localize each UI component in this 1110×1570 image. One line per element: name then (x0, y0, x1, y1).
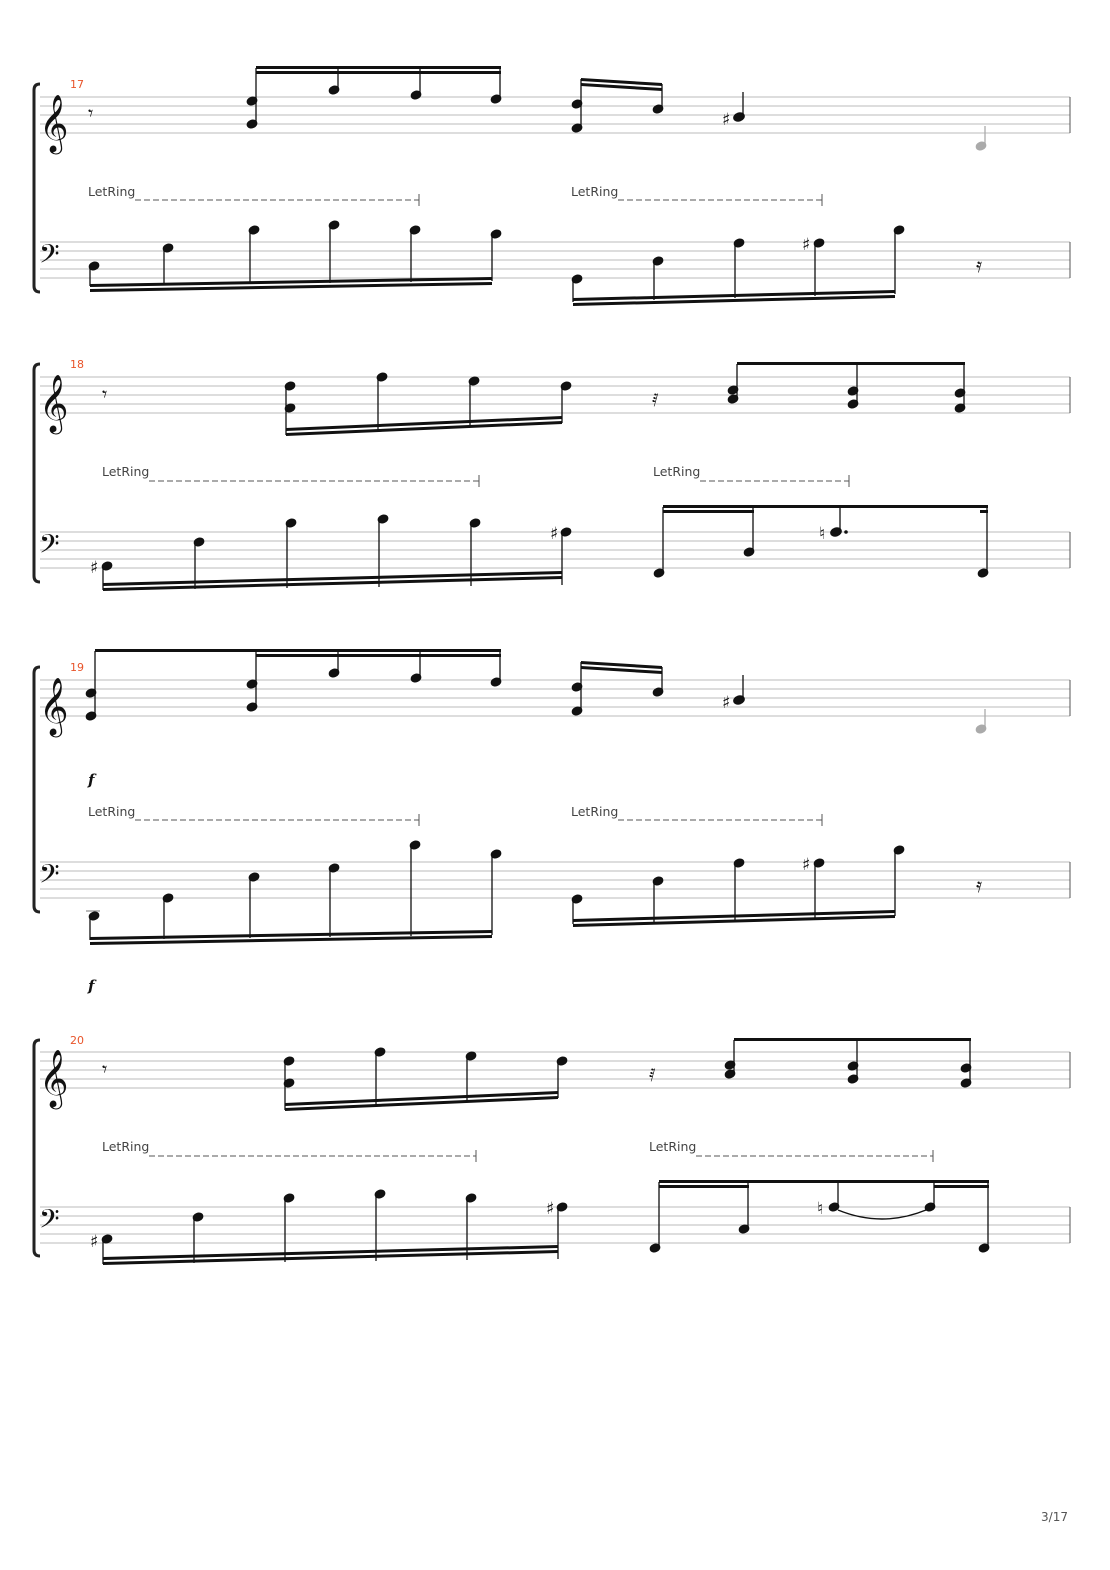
treble-clef-icon: 𝄞 (39, 1049, 69, 1107)
treble-staff (40, 97, 1070, 133)
bass-clef-icon: 𝄢 (39, 858, 60, 896)
grace-rest-icon: 𝅀 (652, 390, 659, 411)
page-number: 3/17 (1041, 1510, 1068, 1524)
notes (246, 66, 987, 151)
svg-text:LetRing: LetRing (102, 464, 150, 479)
treble-staff (40, 1052, 1070, 1088)
let-ring-marker (571, 184, 822, 206)
bass-clef-icon: 𝄢 (39, 528, 60, 566)
bass-clef-icon: 𝄢 (39, 1203, 60, 1241)
let-ring-marker (102, 464, 479, 487)
rest-icon: 𝄿 (976, 873, 983, 897)
svg-text:LetRing: LetRing (88, 184, 136, 199)
let-ring-marker (88, 184, 419, 206)
sharp-icon: ♯ (546, 1199, 555, 1219)
system-19 (34, 649, 1070, 995)
measure-number: 19 (70, 661, 84, 674)
svg-text:LetRing: LetRing (571, 804, 619, 819)
sharp-icon: ♯ (802, 855, 811, 875)
sharp-icon: ♯ (90, 1232, 99, 1252)
rest-icon: 𝄾 (102, 1057, 108, 1081)
treble-staff (40, 377, 1070, 413)
let-ring-marker (653, 464, 849, 487)
svg-text:LetRing: LetRing (653, 464, 701, 479)
natural-icon: ♮ (817, 1199, 824, 1219)
dynamic-forte: f (88, 771, 95, 789)
bass-staff (40, 242, 1070, 278)
let-ring-marker (88, 804, 419, 826)
treble-clef-icon: 𝄞 (39, 677, 69, 735)
bass-staff (40, 862, 1070, 898)
rest-icon: 𝄾 (102, 382, 108, 406)
grace-rest-icon: 𝅀 (649, 1065, 656, 1086)
treble-clef-icon: 𝄞 (39, 374, 69, 432)
sharp-icon: ♯ (550, 524, 559, 544)
rest-icon: 𝄾 (88, 101, 94, 125)
measure-number: 17 (70, 78, 84, 91)
natural-icon: ♮ (819, 524, 826, 544)
let-ring-marker (649, 1139, 933, 1162)
sharp-icon: ♯ (802, 235, 811, 255)
measure-number: 20 (70, 1034, 84, 1047)
rest-icon: 𝄿 (976, 253, 983, 277)
dynamic-forte: f (88, 977, 95, 995)
notes (283, 1038, 972, 1111)
treble-clef-icon: 𝄞 (39, 94, 69, 152)
sharp-icon: ♯ (722, 693, 731, 713)
notes (88, 220, 905, 306)
svg-text:LetRing: LetRing (88, 804, 136, 819)
svg-text:LetRing: LetRing (649, 1139, 697, 1154)
system-18 (34, 358, 1070, 591)
system-20 (34, 1034, 1070, 1265)
system-17 (34, 66, 1070, 306)
sharp-icon: ♯ (90, 558, 99, 578)
measure-number: 18 (70, 358, 84, 371)
sharp-icon: ♯ (722, 110, 731, 130)
let-ring-marker (571, 804, 822, 826)
bass-clef-icon: 𝄢 (39, 238, 60, 276)
treble-staff (40, 680, 1070, 716)
let-ring-marker (102, 1139, 476, 1162)
svg-text:LetRing: LetRing (571, 184, 619, 199)
notes (101, 505, 989, 591)
svg-text:LetRing: LetRing (102, 1139, 150, 1154)
notes (85, 649, 987, 734)
notes (284, 362, 966, 436)
notes (101, 1180, 990, 1265)
notes (86, 840, 905, 945)
